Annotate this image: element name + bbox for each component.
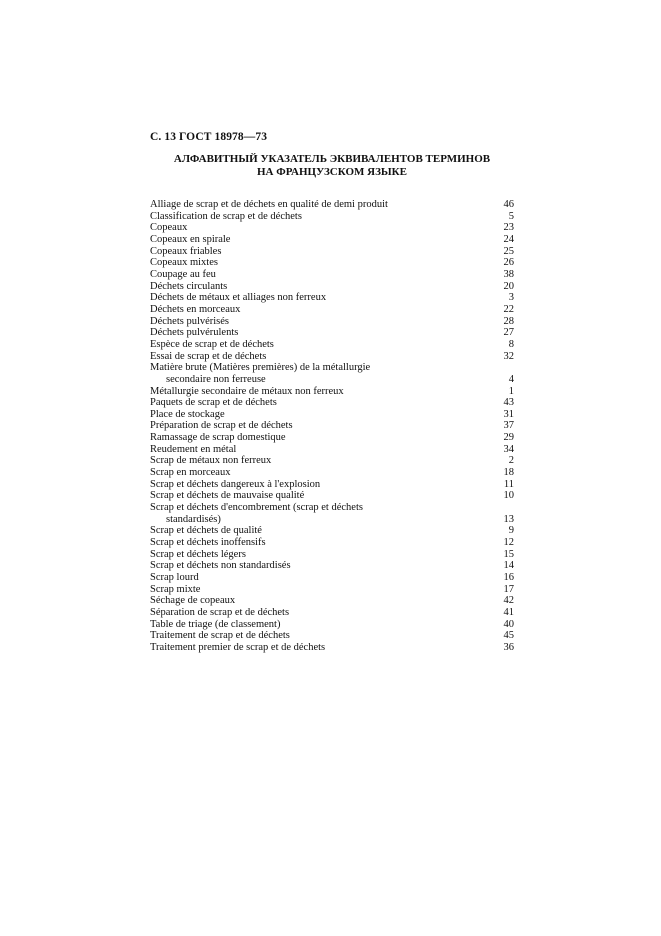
entry-term [150, 316, 229, 328]
entry-term-text: Coupage au feu [150, 268, 216, 280]
entry-term-text: Scrap mixte [150, 583, 201, 595]
entry-term [150, 549, 246, 561]
entry-term [150, 595, 235, 607]
entry-number: 24 [503, 233, 514, 245]
entry-term-text: Scrap et déchets légers [150, 548, 246, 560]
entry-term-text: Espèce de scrap et de déchets [150, 338, 274, 350]
entry-term-text: Scrap et déchets inoffensifs [150, 537, 266, 549]
entry-term [150, 409, 225, 421]
index-entry [150, 642, 514, 654]
entry-term [150, 362, 370, 385]
index-entry [150, 467, 514, 479]
entry-number: 26 [503, 257, 514, 269]
entry-term [150, 397, 277, 409]
entry-term [150, 630, 290, 642]
index-entry [150, 572, 514, 584]
entry-number: 46 [503, 199, 514, 210]
entry-term-text: Place de stockage [150, 408, 225, 420]
entry-term-text: Copeaux mixtes [150, 257, 218, 269]
entry-term [150, 351, 266, 363]
entry-term-text: Reudement en métal [150, 443, 237, 455]
entry-number: 3 [508, 292, 514, 304]
entry-term-text: Scrap et déchets de mauvaise qualité [150, 490, 305, 502]
entry-term [150, 560, 291, 572]
entry-number: 37 [503, 420, 514, 432]
entry-term [150, 455, 271, 467]
index-entry [150, 420, 514, 432]
entry-term [150, 607, 289, 619]
entry-term [150, 304, 240, 316]
entry-number: 28 [503, 315, 514, 327]
index-entry [150, 327, 514, 339]
index-entry [150, 269, 514, 281]
index-entry [150, 560, 514, 572]
entry-term-text: Scrap en morceaux [150, 467, 231, 479]
entry-term [150, 444, 236, 456]
entry-term [150, 537, 266, 549]
entry-term [150, 211, 302, 223]
entry-number: 14 [503, 560, 514, 572]
entry-term-text: Classification de scrap et de déchets [150, 210, 302, 222]
entry-number: 27 [503, 327, 514, 339]
term-index-list [150, 199, 514, 654]
entry-term-text: Matière brute (Matières premières) de la métallurgie [150, 362, 371, 374]
entry-number: 38 [503, 268, 514, 280]
entry-term [150, 281, 227, 293]
entry-term [150, 619, 280, 631]
entry-number: 23 [503, 222, 514, 234]
index-entry [150, 199, 514, 211]
entry-term-text: Ramassage de scrap domestique [150, 432, 286, 444]
index-entry [150, 584, 514, 596]
entry-term [150, 490, 304, 502]
index-entry [150, 537, 514, 549]
entry-term-text: Paquets de scrap et de déchets [150, 397, 277, 409]
index-entry [150, 222, 514, 234]
index-entry [150, 316, 514, 328]
page-header: С. 13 ГОСТ 18978—73 [150, 131, 268, 143]
entry-term-text: Scrap lourd [150, 572, 199, 583]
entry-number: 22 [503, 303, 514, 315]
index-entry [150, 386, 514, 398]
entry-term [150, 199, 388, 211]
entry-term-text: Séparation de scrap et de déchets [150, 606, 290, 618]
entry-term [150, 479, 320, 491]
index-entry [150, 479, 514, 491]
index-entry [150, 362, 514, 385]
index-entry [150, 525, 514, 537]
entry-number: 32 [503, 350, 514, 362]
entry-term [150, 222, 187, 234]
entry-term [150, 269, 216, 281]
entry-term [150, 420, 293, 432]
entry-number: 11 [503, 478, 514, 490]
index-entry [150, 444, 514, 456]
entry-number: 25 [503, 245, 514, 257]
entry-term-text: Alliage de scrap et de déchets en qualité de demi produit [150, 199, 388, 210]
entry-term-text: Copeaux friables [150, 245, 222, 257]
entry-number: 42 [503, 595, 514, 607]
entry-number: 29 [503, 432, 514, 444]
entry-number: 2 [508, 455, 514, 467]
index-title-line-2: НА ФРАНЦУЗСКОМ ЯЗЫКЕ [257, 166, 407, 178]
entry-term-text: Préparation de scrap et de déchets [150, 420, 293, 432]
index-entry [150, 607, 514, 619]
index-entry [150, 595, 514, 607]
index-entry [150, 630, 514, 642]
entry-number: 34 [503, 443, 514, 455]
index-entry [150, 455, 514, 467]
entry-term-text: Déchets en morceaux [150, 303, 241, 315]
index-entry [150, 211, 514, 223]
index-entry [150, 246, 514, 258]
index-title-line-1: АЛФАВИТНЫЙ УКАЗАТЕЛЬ ЭКВИВАЛЕНТОВ ТЕРМИНОВ [173, 153, 491, 165]
entry-number: 12 [503, 537, 514, 549]
entry-term-text: Scrap et déchets de qualité [150, 525, 262, 537]
entry-number: 31 [503, 408, 514, 420]
entry-term [150, 246, 221, 258]
entry-term-text: Copeaux [150, 222, 188, 234]
entry-term-text: Scrap de métaux non ferreux [150, 455, 272, 467]
entry-term-text: Essai de scrap et de déchets [150, 350, 267, 362]
index-entry [150, 257, 514, 269]
index-entry [150, 351, 514, 363]
index-entry [150, 432, 514, 444]
entry-number: 9 [508, 525, 514, 537]
entry-term [150, 339, 274, 351]
entry-term-text: Scrap et déchets d'encombrement (scrap et déchets [150, 502, 363, 514]
index-entry [150, 304, 514, 316]
entry-term [150, 525, 262, 537]
entry-term [150, 292, 326, 304]
entry-term-text: Déchets circulants [150, 280, 228, 292]
entry-term [150, 572, 199, 584]
entry-term-text: Déchets pulvérisés [150, 315, 230, 327]
entry-term-continuation: secondaire non ferreuse [166, 373, 266, 385]
entry-number: 10 [503, 490, 514, 502]
entry-term-text: Copeaux en spirale [150, 233, 231, 245]
entry-term [150, 432, 286, 444]
entry-term-text: Séchage de copeaux [150, 595, 236, 607]
entry-term [150, 234, 230, 246]
entry-term [150, 327, 238, 339]
entry-number: 8 [508, 338, 514, 350]
entry-term-text: Traitement premier de scrap et de déchets [150, 641, 326, 653]
entry-number: 43 [503, 397, 514, 409]
entry-number: 20 [503, 280, 514, 292]
entry-term [150, 502, 363, 525]
entry-term [150, 467, 230, 479]
entry-term-text: Déchets de métaux et alliages non ferreux [150, 292, 327, 304]
index-entry [150, 292, 514, 304]
entry-number: 17 [503, 583, 514, 595]
index-entry [150, 549, 514, 561]
index-entry [150, 339, 514, 351]
entry-number: 41 [503, 606, 514, 618]
entry-term-text: Métallurgie secondaire de métaux non ferreux [150, 385, 344, 397]
entry-number: 5 [508, 210, 514, 222]
entry-number: 36 [503, 641, 514, 653]
entry-term [150, 642, 325, 654]
entry-term-text: Traitement de scrap et de déchets [150, 630, 290, 642]
entry-term [150, 386, 344, 398]
index-entry [150, 234, 514, 246]
index-entry [150, 397, 514, 409]
entry-number: 4 [508, 373, 514, 385]
entry-number: 15 [503, 548, 514, 560]
entry-term-text: Table de triage (de classement) [150, 618, 281, 630]
entry-number: 40 [503, 618, 514, 630]
entry-term [150, 257, 218, 269]
entry-term-text: Scrap et déchets dangereux à l'explosion [150, 478, 321, 490]
index-entry [150, 502, 514, 525]
entry-term-continuation: standardisés) [166, 513, 221, 525]
entry-number: 18 [503, 467, 514, 479]
entry-number: 1 [508, 385, 514, 397]
index-entry [150, 281, 514, 293]
entry-number: 45 [503, 630, 514, 642]
entry-number: 13 [503, 513, 514, 525]
index-entry [150, 409, 514, 421]
entry-term-text: Scrap et déchets non standardisés [150, 560, 291, 572]
index-entry [150, 619, 514, 631]
entry-term [150, 584, 200, 596]
entry-number: 16 [503, 572, 514, 583]
entry-term-text: Déchets pulvérulents [150, 327, 239, 339]
index-entry [150, 490, 514, 502]
